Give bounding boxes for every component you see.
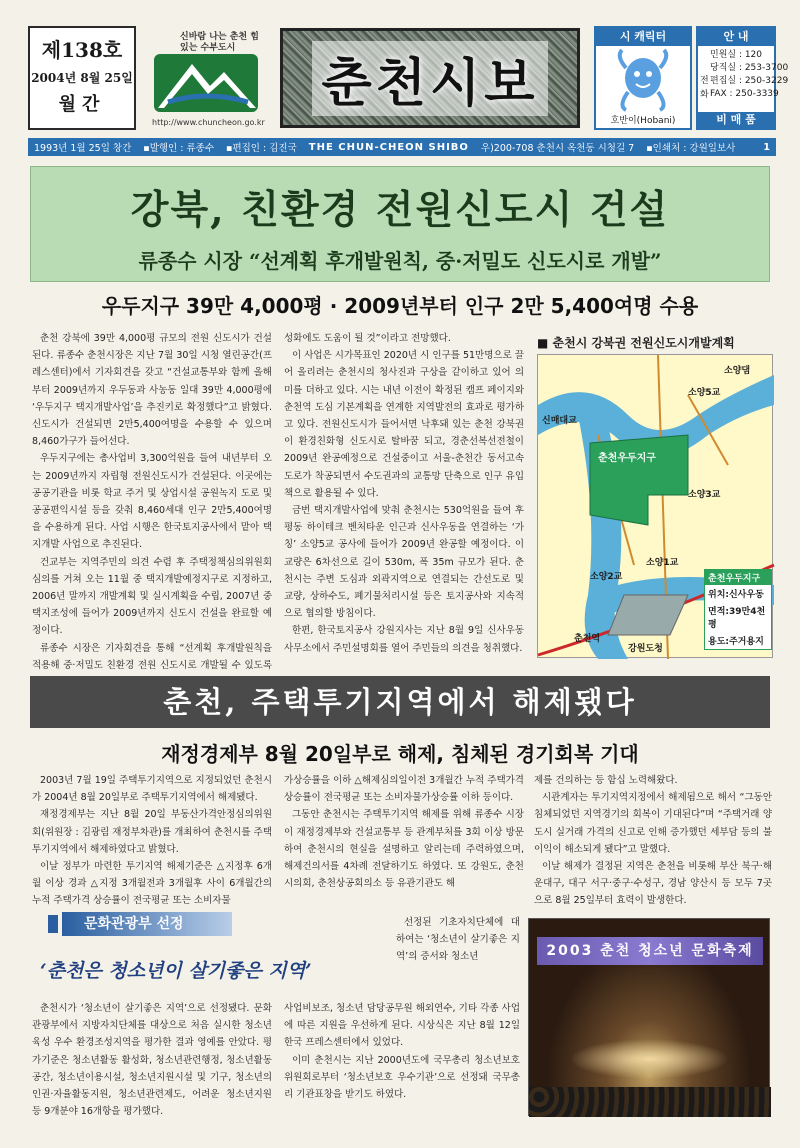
article-column [284, 772, 524, 896]
masthead [28, 22, 789, 134]
headline-box-dark [30, 676, 770, 728]
headline: 강북, 친환경 전원신도시 건설 [130, 187, 670, 233]
paragraph: 춘천시가 ‘청소년이 살기좋은 지역’으로 선정됐다. 문화관광부에서 지방자치단체를 대상으로 처음 실시한 청소년육성 우수 환경조성지역을 평가한 결과 영예를 안았다. 평가기준은 청소년활동 활성화, 청소년관련행정, 청소년활동공간, 청소년이용시설, 청소년지원시설 및 기구, 청소년의 인권·자율활동지원, 청소년관련제도, 어려운 청소년지원 등 9개분야 16개항을 평가했다. [32, 1003, 272, 1118]
map-legend-title: 춘천우두지구 [705, 570, 771, 585]
map-label: 소양5교 [688, 388, 721, 398]
map-title: ■ 춘천시 강북권 전원신도시개발계획 [537, 336, 735, 350]
price-label: 비 매 품 [698, 112, 774, 128]
paragraph: 우두지구에는 총사업비 3,300억원을 들여 내년부터 오는 2009년까지 자립형 전원신도시가 건설된다. 이곳에는 공공기관을 비롯 학교 주거 및 상업시설 공원녹지 도로 및 공공편익시설 등을 갖춰 8,460세대 인구 2만5,400여명을 수용하게 된다. 사업 시행은 한국토지공사에서 맡아 택지개발 사업으로 추진된다. [32, 453, 272, 551]
section-tag: 문화관광부 선정 [62, 912, 232, 936]
page-number: 1 [763, 141, 770, 153]
contact-item: 민원실 : 120 [710, 50, 763, 60]
issue-frequency: 월간 [58, 94, 106, 115]
map-label: 소양1교 [646, 558, 679, 568]
paragraph: 성화에도 도움이 될 것”이라고 전망했다. [284, 333, 451, 344]
paragraph: 2003년 7월 19일 주택투기지역으로 지정되었던 춘천시가 2004년 8월 20일부로 주택투기지역에서 해제됐다. [32, 775, 272, 804]
publication-info-strip [28, 138, 776, 156]
city-url: http://www.chuncheon.go.kr [152, 118, 265, 127]
article-column [32, 772, 272, 907]
city-slogan: 신바람 나는 춘천 힘 있는 수부도시 [180, 32, 259, 53]
map-label: 강원도청 [628, 644, 663, 654]
mascot-name: 호반이(Hobani) [610, 116, 676, 126]
paragraph: 이미 춘천시는 지난 2000년도에 국무총리 청소년보호위원회로부터 ‘청소년보호 우수기관’으로 선정돼 국무총리 기관표창을 받기도 하였다. [284, 1054, 520, 1101]
paragraph: 이날 정부가 마련한 투기지역 해제기준은 △지정후 6개월 이상 경과 △지정 3개월전과 3개월후 사이 6개월간의 누적 주택가격 상승률이 전국평균 또는 소비자물 [32, 861, 272, 907]
paragraph: 류종수 시장은 기자회견을 통해 “선계획 후개발원칙을 적용해 중·저밀도 친환경 전원 신도시로 개발될 수 있도록 [32, 642, 272, 671]
paragraph: 재정경제부는 지난 8월 20일 부동산가격안정심의위원회(위원장 : 김광림 재정부차관)를 개최하여 춘천시를 주택투기지역에서 해제하였다고 밝혔다. [32, 809, 272, 855]
article-column [32, 330, 272, 671]
paragraph: 시관계자는 투기지역지정에서 해제됨으로 해서 “그동안 침체되었던 지역경기의 회복이 기대된다”며 “주택거래 양도시 실거래 가격의 신고로 인해 증가했던 세부담 등의 불이익이 해소되게 됐다”고 말했다. [534, 792, 772, 855]
contact-item: 편집실 : 250-3229 [710, 76, 789, 86]
paragraph: 금번 택지개발사업에 맞춰 춘천시는 530억원을 들여 후평동 하이테크 벤처타운 인근과 신사우동을 연결하는 ‘가칭’ 소양5교 공사에 들어가 2009년 완공할 예정이다. 이 교량은 6차선으로 길이 530m, 폭 35m 규모가 된다. 춘천시는 주변 도심과 외곽지역으로 연결되는 간선도로 및 교량, 상하수도, 폐기물처리시설 등은 토지공사와 지속적으로 협의할 방침이다. [284, 505, 524, 620]
editor: ▪편집인 : 김진국 [226, 143, 297, 154]
map-label: 소양댐 [724, 366, 751, 376]
subheadline: 재정경제부 8월 20일부로 해제, 침체된 경기회복 기대 [161, 742, 639, 766]
headline-italic: ‘춘천은 청소년이 살기좋은 지역’ [40, 960, 312, 982]
english-title: THE CHUN-CHEON SHIBO [308, 141, 469, 153]
map-label: 소양2교 [590, 572, 623, 582]
publisher: ▪발행인 : 류종수 [143, 143, 215, 154]
paragraph: 건교부는 지역주민의 의견 수렴 후 주택정책심의위원회 심의를 거쳐 오는 11월 중 택지개발예정지구로 지정하고, 2006년 말까지 개발계획 및 실시계획을 수립, 2007년 중 택지조성에 들어가 2009년까지 신도시 건설을 완료할 예정이다. [32, 556, 272, 637]
city-logo [144, 26, 268, 130]
paragraph: 선정된 기초자치단체에 대하여는 ‘청소년이 살기좋은 지역’의 증서와 청소년 [396, 917, 520, 963]
contact-item: 당직실 : 253-3700 [710, 63, 789, 73]
mascot-box [594, 26, 692, 130]
subheadline: 류종수 시장 “선계획 후개발원칙, 중·저밀도 신도시로 개발” [138, 249, 662, 273]
paragraph: 그동안 춘천시는 주택투기지역 해제를 위해 류종수 시장이 재정경제부와 건설교통부 등 관계부처를 3회 이상 방문하여 춘천시의 현실을 설명하고 알리는데 주력하였으며, 해제건의서를 4차례 전달하기도 하였다. 또 강원도, 춘천시의회, 춘천상공회의소 등 유관기관도 해 [284, 809, 524, 890]
map-legend [704, 569, 772, 650]
issue-number: 제138호 [41, 38, 123, 62]
founded-date: 1993년 1월 25일 창간 [34, 143, 132, 154]
map-label: 소양3교 [688, 490, 721, 500]
paragraph: 제를 건의하는 등 함십 노력해왔다. [534, 775, 678, 786]
newspaper-title-box [280, 28, 580, 128]
map-zone-label: 춘천우두지구 [598, 453, 656, 464]
paragraph: 이 사업은 시가목표인 2020년 시 인구를 51만명으로 끌어 올리려는 춘천시의 청사진과 구상을 같이하고 있어 의미를 더하고 있다. 시는 내년 이전이 확정된 캠프 페이지와 춘천역 도심 기본계획을 연계한 지역발전의 효과로 평가하고 있다. 전원신도시가 들어서면 낙후돼 있는 춘천 강북권이 환경친화형 신도시로 탈바꿈 되고, 경춘선복선전철이 2009년 완공예정으로 건설중이고 서울-춘천간 동서고속도로가 착공되면서 수도권과의 교통망 단축으로 인구 유입책으로 활용될 수 있다. [284, 350, 524, 499]
mascot-icon [596, 48, 690, 114]
info-label: 안 내 [698, 28, 774, 46]
map-label: 춘천역 [574, 634, 601, 644]
paragraph: 가상승률을 이하 △해제심의일이전 3개월간 누적 주택가격 상승률이 전국평균 또는 소비자물가상승률 이하 등이다. [284, 775, 524, 804]
article-column [284, 1000, 520, 1120]
headline-box [30, 166, 770, 282]
issue-box [28, 26, 136, 130]
article-column [534, 772, 772, 907]
printer: ▪인쇄처 : 강원일보사 [646, 143, 736, 154]
mascot-label: 시 캐릭터 [596, 28, 690, 46]
address: 우)200-708 춘천시 옥천동 시청길 7 [480, 143, 635, 154]
photo-banner: 2003 춘천 청소년 문화축제 [537, 937, 763, 965]
contact-item: FAX : 250-3339 [710, 89, 779, 99]
paragraph: 춘천 강북에 39만 4,000평 규모의 전원 신도시가 건설된다. 류종수 춘천시장은 지난 7월 30일 시청 열린공간(프레스센터)에서 기자회견을 갖고 “건설교통부와 함께 올해부터 2009년까지 우두동과 사농동 일대 39만 4,000평에 ‘우두지구 택지개발사업’을 추진키로 확정했다”고 밝혔다. 신도시가 건설되면 2만5,400여명을 수용할 수 있으며 8,460가구가 들어선다. [32, 333, 272, 448]
issue-date: 2004년 8월 25일 [31, 71, 133, 85]
headline: 춘천, 주택투기지역에서 해제됐다 [163, 685, 637, 719]
newspaper-title: 춘천시보 [312, 41, 549, 116]
stage-light [569, 1039, 729, 1079]
article-column [396, 914, 520, 1000]
development-map [537, 354, 773, 658]
phone-label: 전 화 [700, 76, 709, 100]
map-legend-item: 면적:39만4천평 [708, 607, 766, 630]
map-legend-item: 용도:주거용지 [708, 637, 764, 647]
article-deck: 우두지구 39만 4,000평 · 2009년부터 인구 2만 5,400여명 수용 [101, 294, 699, 318]
article-column [284, 330, 524, 660]
audience [529, 1087, 771, 1117]
paragraph: 사업비보조, 청소년 담당공무원 해외연수, 기타 각종 사업에 따른 지원을 우선하게 된다. 시상식은 지난 8월 12일 한국 프레스센터에서 있었다. [284, 1003, 520, 1049]
paragraph: 이날 해제가 결정된 지역은 춘천을 비롯해 부산 북구·해운대구, 대구 서구·중구·수성구, 경남 양산시 등 모두 7곳으로 8월 25일부터 효력이 발생한다. [534, 861, 772, 907]
map-legend-item: 위치:신사우동 [708, 590, 764, 600]
mountain-logo-icon [148, 46, 264, 116]
paragraph: 한편, 한국토지공사 강원지사는 지난 8월 9일 신사우동사무소에서 주민설명회를 열어 주민들의 의견을 청취했다. [284, 625, 524, 654]
article-column [32, 1000, 272, 1120]
tag-marker [48, 915, 58, 933]
festival-photo [528, 918, 770, 1116]
map-label: 신매대교 [542, 416, 577, 426]
